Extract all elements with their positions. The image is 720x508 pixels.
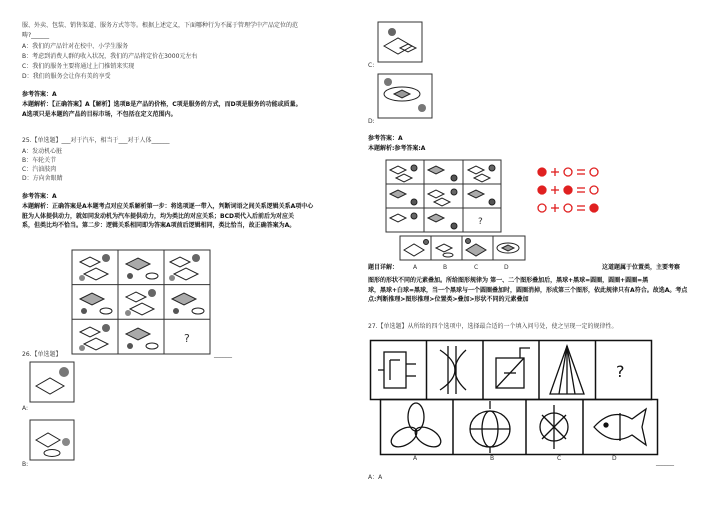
q26-mini-label-c: C bbox=[474, 264, 479, 271]
q27-sequence-figure bbox=[370, 340, 652, 400]
q26-mini-label-b: B bbox=[443, 264, 448, 271]
q25-option-c: C：汽油肢肉 bbox=[22, 166, 57, 173]
q25-option-d: D：方向舍眼睛 bbox=[22, 175, 63, 182]
q27-option-a-label: A bbox=[413, 455, 418, 462]
q26-option-c-figure[interactable] bbox=[378, 22, 422, 62]
q24-option-c: C：我们的服务主要将通过上门推销来实现 bbox=[22, 63, 135, 70]
q24-explain-line2: A选项只是本题的产品的目标市场，不包括在定义范围内。 bbox=[22, 111, 177, 118]
q27-head: 27.【单选题】从所给的四个选项中，选择最合适的一个填入问号处，使之呈现一定的规律性。 bbox=[368, 323, 618, 330]
q26-explain-right: 这道题属于位置类，主要考察 bbox=[602, 264, 681, 271]
q27-answer-line: A：A bbox=[368, 474, 383, 481]
q26-question-mark: ? bbox=[184, 332, 190, 345]
q26-option-a-label: A: bbox=[22, 405, 29, 412]
q27-option-c-label: C bbox=[557, 455, 562, 462]
q26-mini-options bbox=[400, 236, 525, 260]
q27-question-mark: ? bbox=[616, 362, 625, 381]
q24-option-d: D：我们的服务会让你有美的享受 bbox=[22, 73, 111, 80]
q26-explain-line3: 球，黑球+白球=黑球，当一个黑球与一个圆圈叠加时，圆圈消掉，形成第三个图形，依此规律只有A符合。故选A。考点 bbox=[368, 287, 688, 294]
q26-head: 26.【单选题】 bbox=[22, 351, 62, 358]
q27-blank: ______ bbox=[656, 459, 674, 466]
q24-option-b: B：考虑到消费人群的收入状况，我们的产品将定价在3000元左右 bbox=[22, 53, 198, 60]
q25-explain-line3: 系，但类比均不恰当。第二步：逻辑关系相同即为答案A项前后逻辑相同，类比恰当，故正确答案为A。 bbox=[22, 222, 296, 229]
q26-figure-grid bbox=[72, 250, 210, 354]
q26-option-a-figure[interactable] bbox=[30, 362, 74, 402]
q26-option-b-label: B: bbox=[22, 461, 29, 468]
q26-mini-label-d: D bbox=[504, 264, 509, 271]
q26-blank: ______ bbox=[214, 351, 232, 358]
q26-explain-line2: 图形的形状不同的元素叠加。所给图形规律为 第一、二个图形叠加后，黑球+黑球=圆圈，圆圈+圆圈=黑 bbox=[368, 277, 649, 284]
q27-option-b-label: B bbox=[490, 455, 495, 462]
q25-option-b: B：车轮关节 bbox=[22, 157, 57, 164]
q26-explain: 本题解析:参考答案:A bbox=[368, 145, 426, 152]
q26-mini-head: 题目详解： bbox=[368, 264, 399, 271]
q24-answer: 参考答案：A bbox=[22, 91, 57, 98]
q25-head: 25.【单选题】___对于汽车，相当于___对于人体______ bbox=[22, 137, 170, 144]
q26-explain-line4: 点:判断推理>图形推理>位置类>叠加>形状不同的元素叠加 bbox=[368, 296, 529, 303]
q26-rule-illustration bbox=[536, 164, 606, 216]
q24-stem-line2: 畴?______ bbox=[22, 32, 50, 39]
q26-explain-question-mark: ? bbox=[478, 217, 483, 227]
q26-option-c-label: C: bbox=[368, 62, 375, 69]
q26-answer: 参考答案：A bbox=[368, 135, 403, 142]
q26-option-d-label: D: bbox=[368, 118, 375, 125]
q24-explain-line1: 本题解析：【正确答案】A【解析】选项B是产品的价格，C项是服务的方式，而D项是服务的功能或质量。 bbox=[22, 101, 302, 108]
q25-explain-line1: 本题解析：正确答案是A本题考点对应关系解析第一步：将选项逐一带入，判断词语之间关系逻辑关系A项中心 bbox=[22, 203, 314, 210]
q25-option-a: A：发动机心脏 bbox=[22, 148, 63, 155]
q25-explain-line2: 脏为人体提供动力，就如同发动机为汽车提供动力，均为类比的对应关系；BCD项代入后前后为对应关 bbox=[22, 213, 294, 220]
q26-option-d-figure[interactable] bbox=[378, 74, 432, 118]
q26-mini-label-a: A bbox=[413, 264, 418, 271]
q24-stem-line1: 服、外卖、包装、销售渠道、服务方式等等。根据上述定义，下面哪种行为不属于管理学中产品定位的范 bbox=[22, 22, 299, 29]
q26-explain-grid bbox=[386, 160, 501, 232]
q24-option-a: A：我们的产品针对在校中、小学生服务 bbox=[22, 43, 129, 50]
q25-answer: 参考答案：A bbox=[22, 193, 57, 200]
q26-option-b-figure[interactable] bbox=[30, 420, 74, 460]
q27-options-figure[interactable] bbox=[380, 399, 658, 455]
q27-option-d-label: D bbox=[612, 455, 617, 462]
